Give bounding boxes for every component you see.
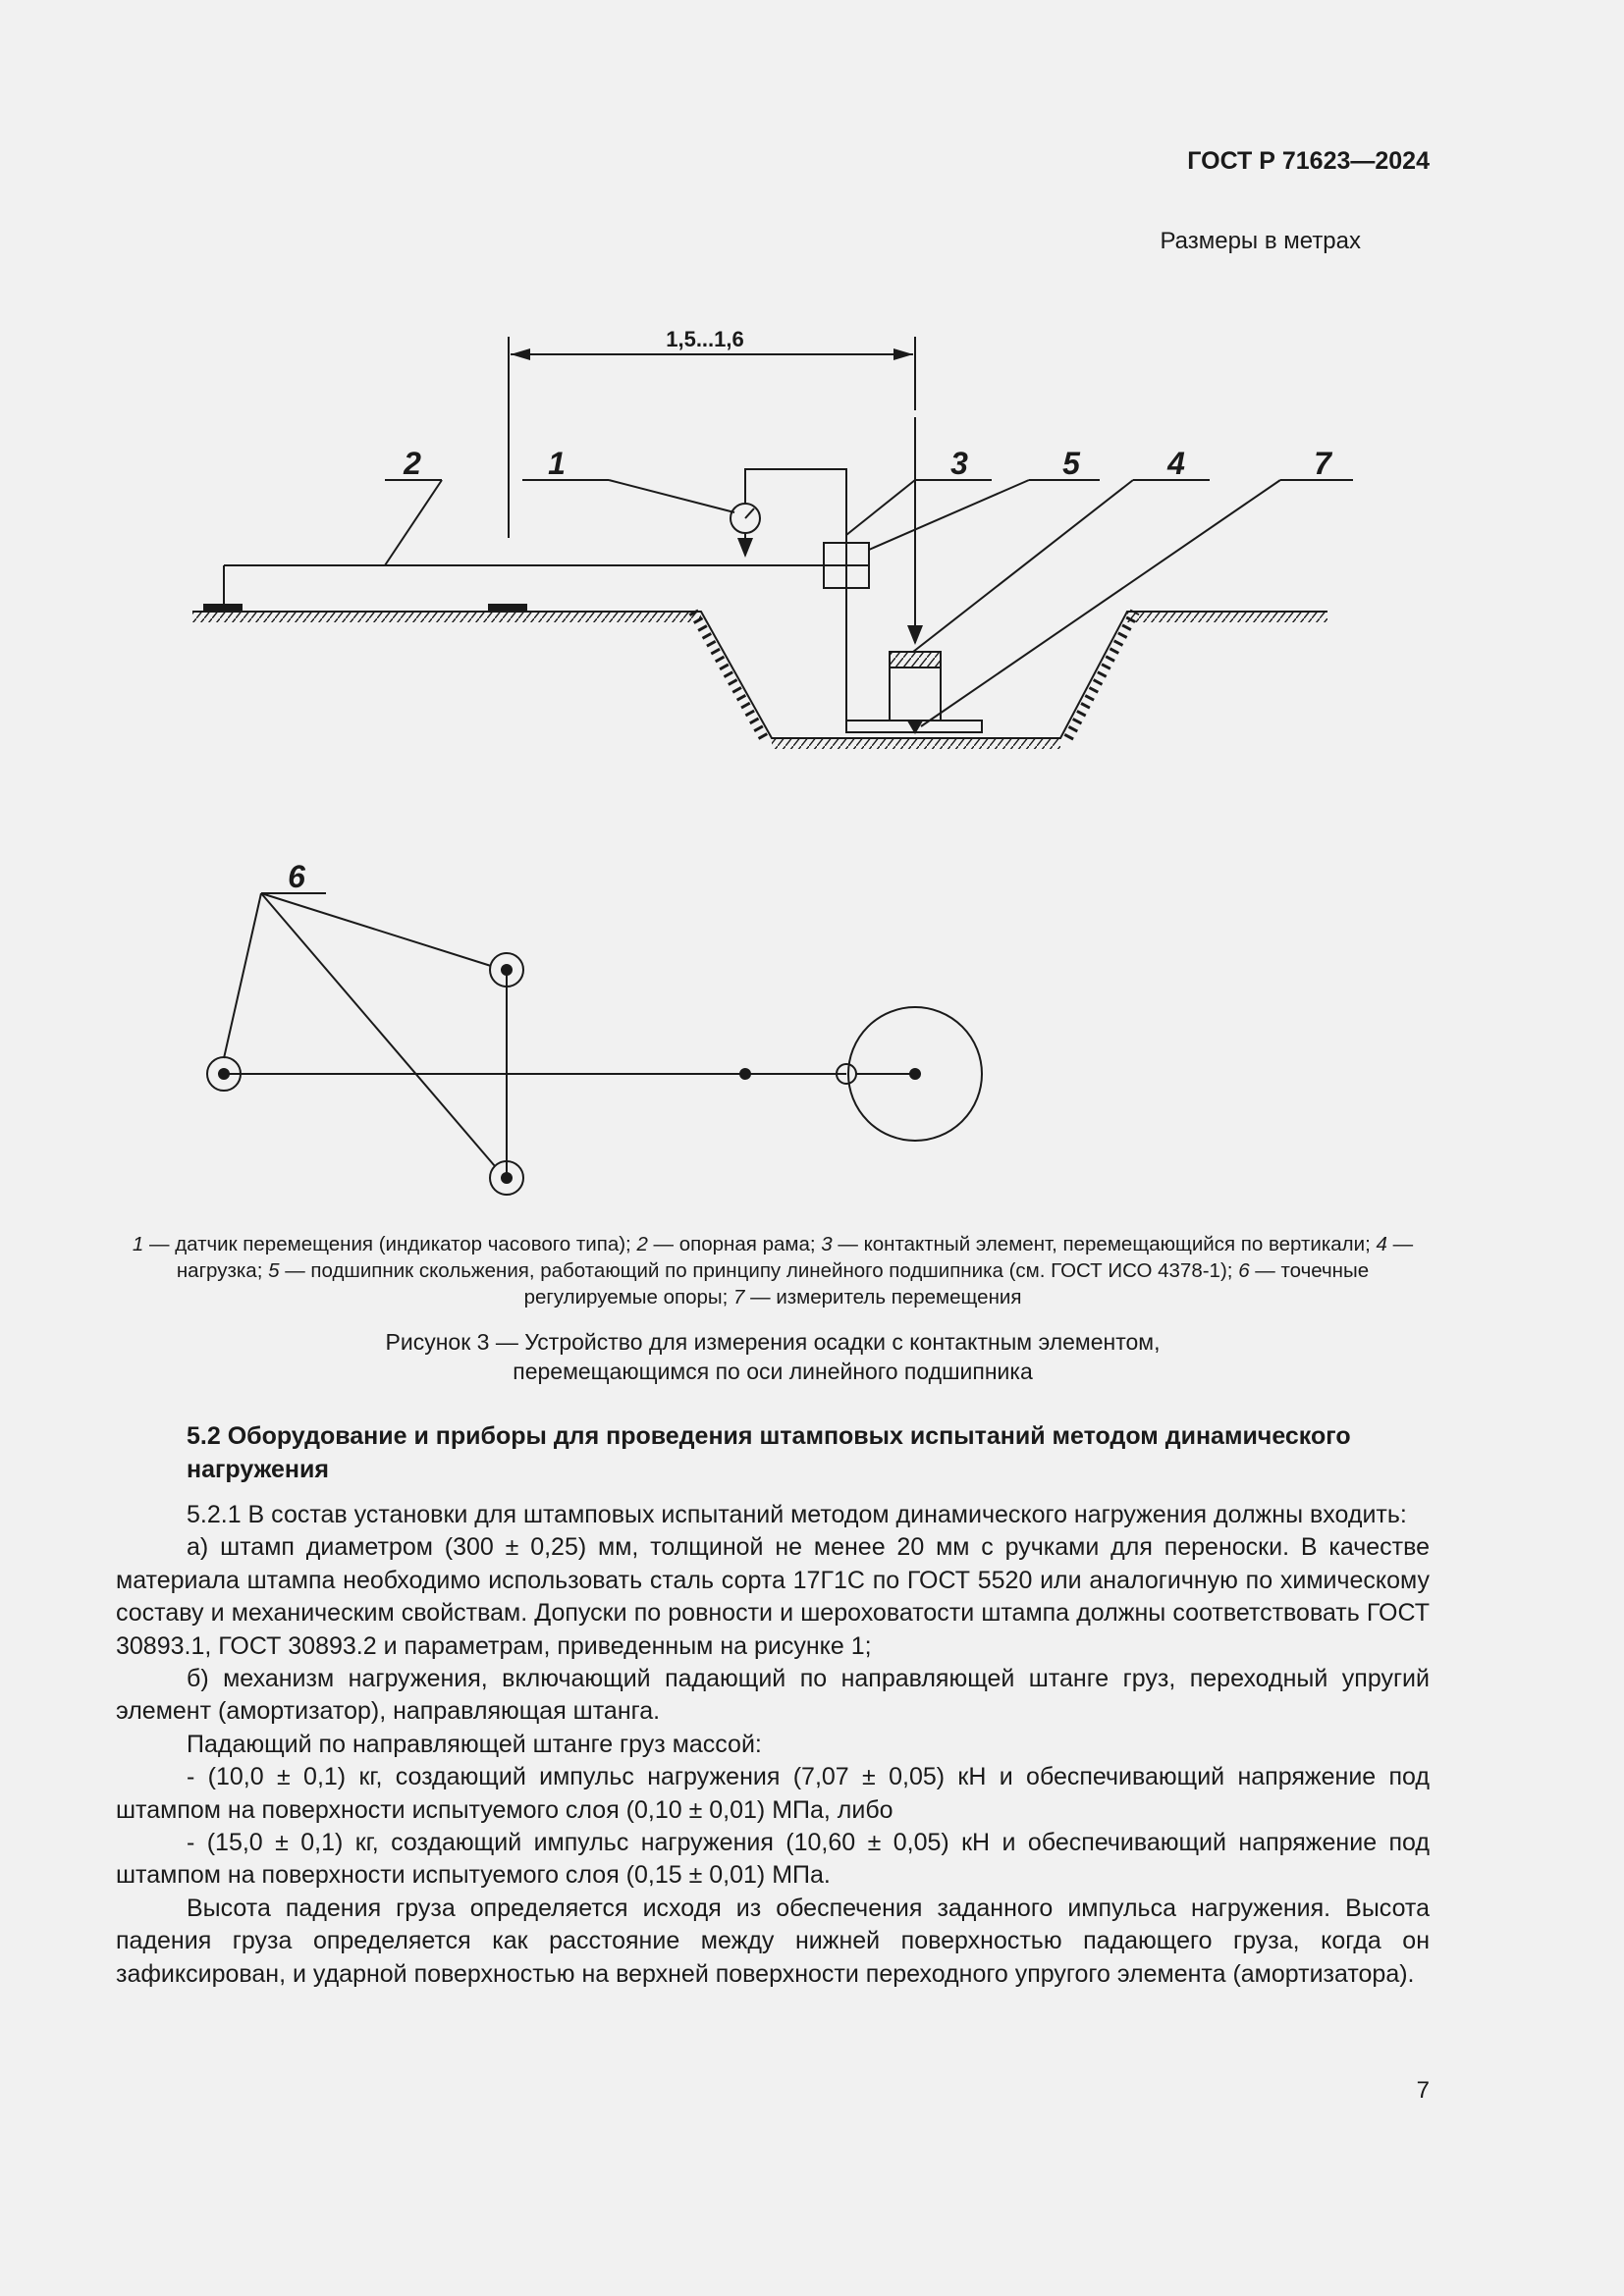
page-number: 7 — [1416, 2077, 1430, 2104]
leader-2-slant — [385, 480, 442, 565]
paragraph-item-b: б) механизм нагружения, включающий падающий по направляющей штанге груз, переходный упругий элемент (амортизатор), направляющая штанга. — [116, 1665, 1430, 1726]
leader-6-to-left — [224, 893, 261, 1058]
plan-stamp-center — [910, 1069, 920, 1079]
legend-text-3: — контактный элемент, перемещающийся по вертикали; — [832, 1233, 1377, 1255]
ground-hatch-left — [192, 613, 701, 622]
leader-4-slant — [913, 480, 1133, 652]
load-block-hatch — [890, 652, 941, 667]
figure-caption-line-1: Рисунок 3 — Устройство для измерения осадки с контактным элементом, — [385, 1329, 1161, 1355]
legend-num-1: 1 — [132, 1233, 144, 1255]
paragraph-5-2-1: 5.2.1 В состав установки для штамповых испытаний методом динамического нагружения должны входить: — [187, 1501, 1407, 1528]
legend-text-2: — опорная рама; — [647, 1233, 822, 1255]
trench-hatch-left — [693, 612, 764, 738]
leader-6-to-top — [261, 893, 491, 966]
dimensions-note: Размеры в метрах — [1160, 228, 1361, 254]
legend-text-7: — измеритель перемещения — [744, 1286, 1022, 1308]
plan-support-bottom-dot — [502, 1173, 512, 1183]
document-code: ГОСТ Р 71623—2024 — [1187, 147, 1430, 175]
legend-num-3: 3 — [821, 1233, 833, 1255]
callout-4: 4 — [1167, 446, 1185, 481]
trench-hatch-right — [1068, 612, 1135, 738]
callout-7: 7 — [1314, 446, 1331, 481]
leader-3-slant — [846, 480, 915, 535]
indicator-frame — [745, 469, 846, 721]
figure-legend — [116, 1231, 1430, 1310]
legend-num-4: 4 — [1376, 1233, 1387, 1255]
dimension-arrow-left — [511, 348, 530, 360]
ground-hatch-bottom — [772, 739, 1060, 749]
legend-num-6: 6 — [1238, 1259, 1250, 1282]
callout-2: 2 — [404, 446, 421, 481]
leader-6-to-bottom — [261, 893, 495, 1166]
legend-num-7: 7 — [733, 1286, 745, 1308]
leader-1-slant — [609, 480, 734, 512]
figure-caption — [116, 1327, 1430, 1386]
dial-needle — [745, 508, 754, 518]
callout-5: 5 — [1062, 446, 1080, 481]
support-foot-left — [204, 605, 242, 612]
figure-caption-line-2: перемещающимся по оси линейного подшипника — [513, 1359, 1033, 1384]
paragraph-weight-10kg: - (10,0 ± 0,1) кг, создающий импульс нагружения (7,07 ± 0,05) кН и обеспечивающий напряжение под штампом на поверхности испытуемого слоя (0,10 ± 0,01) МПа, либо — [116, 1763, 1430, 1824]
legend-text-5: — подшипник скольжения, работающий по принципу линейного подшипника (см. ГОСТ ИСО 4378-1); — [279, 1259, 1239, 1282]
ground-hatch-right — [1127, 613, 1327, 622]
support-foot-right — [489, 605, 526, 612]
paragraph-weight-intro: Падающий по направляющей штанге груз массой: — [187, 1730, 762, 1758]
leader-5-slant — [869, 480, 1029, 550]
legend-text-6: — точечные регулируемые опоры; — [523, 1259, 1370, 1308]
callout-6: 6 — [288, 859, 305, 894]
section-body — [116, 1499, 1430, 1991]
dimension-label: 1,5...1,6 — [666, 327, 744, 351]
paragraph-drop-height: Высота падения груза определяется исходя из обеспечения заданного импульса нагружения. Высота падения груза определяется как расстояние между нижней поверхностью падающего груза, когда он зафиксирован, и ударной поверхностью на верхней поверхности переходного упругого элемента (амортизатора). — [116, 1894, 1430, 1988]
paragraph-weight-15kg: - (15,0 ± 0,1) кг, создающий импульс нагружения (10,60 ± 0,05) кН и обеспечивающий напряжение под штампом на поверхности испытуемого слоя (0,15 ± 0,01) МПа. — [116, 1829, 1430, 1890]
legend-num-2: 2 — [636, 1233, 648, 1255]
legend-text-1: — датчик перемещения (индикатор часового типа); — [143, 1233, 637, 1255]
legend-text-4: — нагрузка; — [176, 1233, 1414, 1282]
plan-indicator-point — [740, 1069, 750, 1079]
callout-1: 1 — [548, 446, 566, 481]
section-heading: 5.2 Оборудование и приборы для проведения штамповых испытаний методом динамического нагружения — [187, 1422, 1351, 1483]
callout-3: 3 — [950, 446, 968, 481]
ground-profile — [192, 612, 1327, 738]
plan-support-left-dot — [219, 1069, 229, 1079]
settlement-device-figure — [0, 294, 1624, 1227]
dimension-arrow-right — [893, 348, 913, 360]
contact-element — [908, 721, 922, 732]
paragraph-item-a: а) штамп диаметром (300 ± 0,25) мм, толщиной не менее 20 мм с ручками для переноски. В качестве материала штампа необходимо использовать сталь сорта 17Г1С по ГОСТ 5520 или аналогичную по химическому составу и механическим свойствам. Допуски по ровности и шероховатости штампа должны соответствовать ГОСТ 30893.1, ГОСТ 30893.2 и параметрам, приведенным на рисунке 1; — [116, 1533, 1430, 1660]
legend-num-5: 5 — [268, 1259, 280, 1282]
plan-support-top-dot — [502, 965, 512, 975]
